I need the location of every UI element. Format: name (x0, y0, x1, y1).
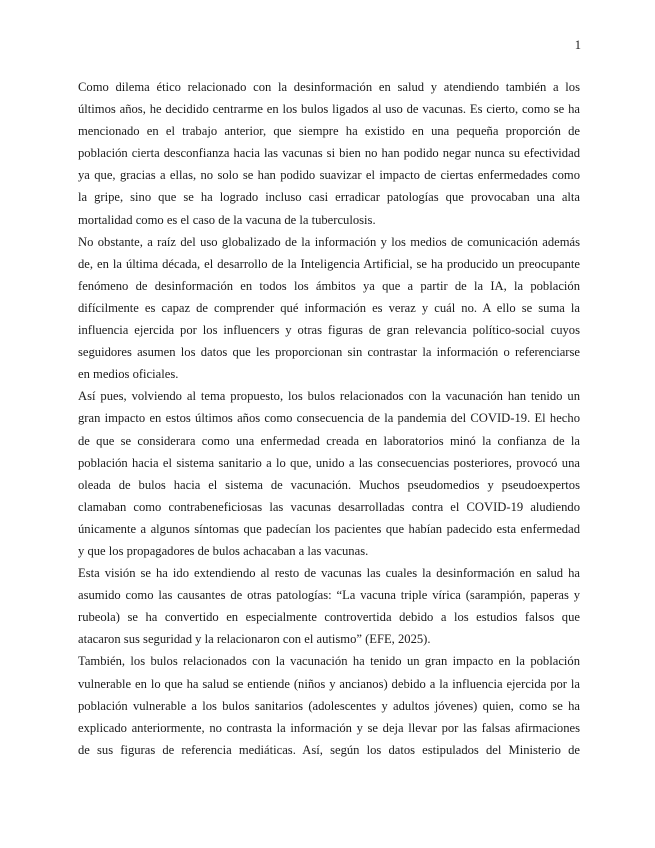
text-line: atacaron sus seguridad y la relacionaron con el autismo” (EFE, 2025). (78, 632, 431, 647)
text-line: explicado anteriormente, no contrasta la información y se deja llevar por las falsas afirmaciones (78, 720, 580, 735)
paragraph-2 (78, 231, 580, 386)
text-line: y que los propagadores de bulos achacaban a las vacunas. (78, 543, 369, 558)
text-line: de que se considerara como una enfermedad creada en laboratorios minó la confianza de la (78, 433, 580, 448)
text-line: únicamente a algunos síntomas que padecían los pacientes que habían padecido esta enfermedad (78, 521, 580, 536)
text-line: población cierta desconfianza hacia las vacunas si bien no han podido negar nunca su efectividad (78, 146, 580, 161)
text-line: fenómeno de desinformación en todos los ámbitos ya que a partir de la IA, la población (78, 278, 580, 293)
text-line: población vulnerable a los bulos sanitarios (adolescentes y adultos jóvenes) quien, como se ha (78, 698, 580, 713)
text-line: población hacia el sistema sanitario a lo que, unido a las consecuencias posteriores, provocó una (78, 455, 580, 470)
text-line: gran impacto en estos últimos años como consecuencia de la pandemia del COVID-19. El hecho (78, 411, 580, 426)
text-line: También, los bulos relacionados con la vacunación ha tenido un gran impacto en la población (78, 654, 580, 669)
paragraph-5 (78, 650, 580, 760)
text-line: la gripe, sino que se ha logrado incluso casi erradicar patologías que provocaban una alta (78, 190, 580, 205)
text-line: mencionado en el trabajo anterior, que siempre ha existido en una pequeña proporción de (78, 124, 580, 139)
text-line: asumido como las causantes de otras patologías: “La vacuna triple vírica (sarampión, paperas y (78, 588, 580, 603)
paragraph-4 (78, 562, 580, 650)
text-line: Así pues, volviendo al tema propuesto, los bulos relacionados con la vacunación han tenido un (78, 389, 580, 404)
text-line: Esta visión se ha ido extendiendo al resto de vacunas las cuales la desinformación en salud ha (78, 566, 580, 581)
text-line: oleada de bulos hacia el sistema de vacunación. Muchos pseudomedios y pseudoexpertos (78, 477, 580, 492)
text-line: No obstante, a raíz del uso globalizado de la información y los medios de comunicación además (78, 234, 580, 249)
page-number: 1 (574, 38, 581, 52)
text-line: seguidores asumen los datos que les proporcionan sin contrastar la información o referenciarse (78, 345, 580, 360)
text-line: vulnerable en lo que ha salud se entiende (niños y ancianos) debido a la influencia ejercida por la (78, 676, 580, 691)
text-line: mortalidad como es el caso de la vacuna de la tuberculosis. (78, 212, 376, 227)
text-line: ya que, gracias a ellas, no solo se han podido suavizar el impacto de ciertas enfermedades como (78, 168, 580, 183)
text-line: influencia ejercida por los influencers y otras figuras de gran relevancia político-social cuyos (78, 323, 580, 338)
text-line: clamaban como contrabeneficiosas las vacunas desarrolladas contra el COVID-19 aludiendo (78, 499, 580, 514)
text-line: difícilmente es capaz de comprender qué información es veraz y cuál no. A ello se suma la (78, 300, 580, 315)
paragraph-1 (78, 76, 580, 231)
text-line: de, en la última década, el desarrollo de la Inteligencia Artificial, se ha producido un preocupante (78, 256, 580, 271)
body-text (78, 76, 580, 761)
paragraph-3 (78, 385, 580, 562)
text-line: últimos años, he decidido centrarme en los bulos ligados al uso de vacunas. Es cierto, como se ha (78, 102, 580, 117)
text-line: en medios oficiales. (78, 367, 179, 382)
text-line: Como dilema ético relacionado con la desinformación en salud y atendiendo también a los (78, 80, 580, 94)
text-line: de sus figuras de referencia mediáticas. Así, según los datos estipulados del Ministerio de (78, 742, 580, 757)
text-line: rubeola) se ha convertido en especialmente controvertida debido a los estudios falsos que (78, 610, 580, 625)
